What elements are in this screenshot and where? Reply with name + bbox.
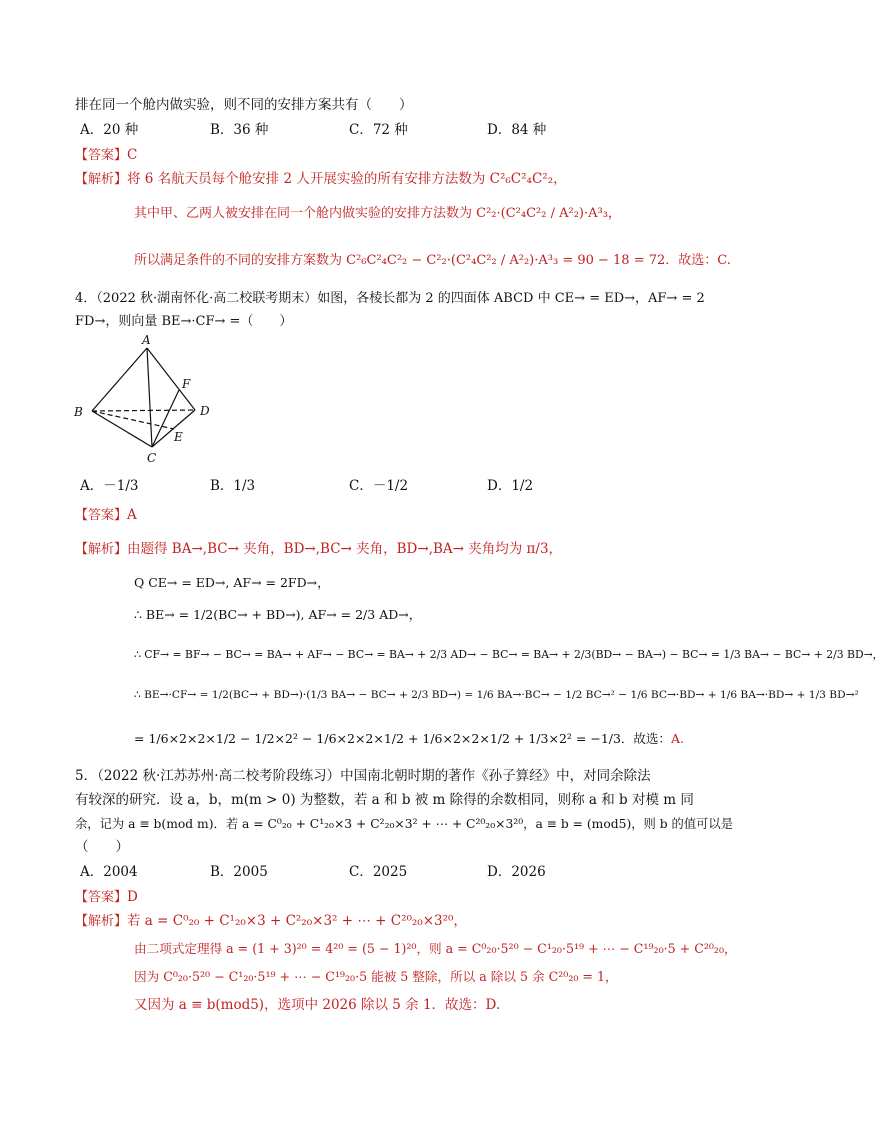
tetrahedron-figure bbox=[68, 330, 228, 470]
q3-analysis-line-1 bbox=[75, 170, 567, 189]
q5-option-d: D．2026 bbox=[487, 864, 546, 880]
q5-stem-line-3: 余，记为 a ≡ b(mod m)．若 a = C⁰₂₀ + C¹₂₀×3 + C²₂₀×3² + ⋯ + C²⁰₂₀×3²⁰，a ≡ b = (mod5)，则 b 的值可以是 bbox=[75, 817, 734, 831]
q4-analysis-line-5: ∴ BE→·CF→ = 1/2(BC→ + BD→)·(1/3 BA→ − BC→ + 2/3 BD→) = 1/6 BA→·BC→ − 1/2 BC→² − 1/6 BC→·BD→ + 1/6 BA→·BD→ + 1/3 BD→² bbox=[134, 689, 859, 701]
q5-stem-line-1: 5．（2022 秋·江苏苏州·高二校考阶段练习）中国南北朝时期的著作《孙子算经》中，对同余除法 bbox=[75, 768, 651, 784]
q5-answer: D bbox=[127, 889, 138, 905]
q4-answer: A bbox=[127, 507, 137, 523]
q3-answer: C bbox=[127, 147, 138, 163]
q3-analysis-text-3: 所以满足条件的不同的安排方案数为 C²₆C²₄C²₂ − C²₂·(C²₄C²₂ / A²₂)·A³₃ = 90 − 18 = 72．故选： bbox=[134, 253, 718, 268]
label-f: F bbox=[182, 377, 191, 391]
q4-option-c: C．－1/2 bbox=[349, 478, 409, 494]
q5-analysis-line-1 bbox=[75, 912, 467, 931]
q3-analysis-line-2: 其中甲、乙两人被安排在同一个舱内做实验的安排方法数为 C²₂·(C²₄C²₂ / A²₂)·A³₃， bbox=[134, 206, 621, 221]
edge-ac bbox=[147, 348, 152, 447]
q4-stem-line-1: 4．（2022 秋·湖南怀化·高二校联考期末）如图，各棱长都为 2 的四面体 ABCD 中 CE→ = ED→，AF→ = 2 bbox=[75, 291, 705, 306]
label-a: A bbox=[142, 333, 151, 347]
q4-analysis-line-1 bbox=[75, 540, 562, 559]
q5-analysis-tag: 【解析】 bbox=[75, 914, 128, 929]
q5-option-a: A．2004 bbox=[80, 864, 138, 880]
q4-analysis-text-1: 由题得 BA→,BC→ 夹角，BD→,BC→ 夹角，BD→,BA→ 夹角均为 π/3， bbox=[127, 541, 563, 557]
q4-analysis-line-4: ∴ CF→ = BF→ − BC→ = BA→ + AF→ − BC→ = BA→ + 2/3 AD→ − BC→ = BA→ + 2/3(BD→ − BA→) − BC→ = 1/3 BA→ − BC→ + 2/3 BD→， bbox=[134, 648, 883, 661]
q5-option-b: B．2005 bbox=[210, 864, 268, 880]
q5-answer-tag: 【答案】 bbox=[75, 890, 128, 905]
q3-option-d: D．84 种 bbox=[487, 122, 547, 138]
edge-ab bbox=[92, 348, 147, 411]
q5-stem-line-4: （ ） bbox=[75, 839, 129, 855]
q4-analysis-choice: A. bbox=[670, 731, 684, 746]
q5-analysis-line-3: 因为 C⁰₂₀·5²⁰ − C¹₂₀·5¹⁹ + ⋯ − C¹⁹₂₀·5 能被 5 整除，所以 a 除以 5 余 C²⁰₂₀ = 1， bbox=[134, 969, 618, 984]
q3-option-c: C．72 种 bbox=[349, 122, 408, 138]
edge-bd bbox=[92, 410, 195, 411]
q4-analysis-line-3: ∴ BE→ = 1/2(BC→ + BD→), AF→ = 2/3 AD→， bbox=[134, 607, 422, 622]
q5-stem-line-2: 有较深的研究．设 a，b，m(m > 0) 为整数，若 a 和 b 被 m 除得的余数相同，则称 a 和 b 对模 m 同 bbox=[75, 792, 694, 808]
q3-analysis-line-3 bbox=[134, 252, 731, 270]
q4-option-b: B．1/3 bbox=[210, 478, 256, 494]
label-b: B bbox=[74, 405, 83, 419]
q3-analysis-text-1: 将 6 名航天员每个舱安排 2 人开展实验的所有安排方法数为 C²₆C²₄C²₂， bbox=[127, 171, 567, 187]
q5-analysis-text-1: 若 a = C⁰₂₀ + C¹₂₀×3 + C²₂₀×3² + ⋯ + C²⁰₂₀×3²⁰， bbox=[127, 913, 467, 929]
q4-analysis-text-6: = 1/6×2×2×1/2 − 1/2×2² − 1/6×2×2×1/2 + 1/6×2×2×1/2 + 1/3×2² = −1/3．故选： bbox=[134, 731, 671, 746]
edge-bc bbox=[92, 411, 152, 447]
q3-option-b: B．36 种 bbox=[210, 122, 269, 138]
label-d: D bbox=[200, 404, 210, 418]
q4-answer-tag: 【答案】 bbox=[75, 508, 128, 523]
q4-answer-line bbox=[75, 506, 137, 525]
q3-answer-tag: 【答案】 bbox=[75, 148, 128, 163]
q5-answer-line bbox=[75, 888, 138, 907]
q4-analysis-line-2: Q CE→ = ED→, AF→ = 2FD→， bbox=[134, 575, 330, 590]
q3-option-a: A．20 种 bbox=[80, 122, 139, 138]
q4-analysis-tag: 【解析】 bbox=[75, 542, 128, 557]
q3-stem-tail: 排在同一个舱内做实验，则不同的安排方案共有（ ） bbox=[75, 97, 413, 113]
label-c: C bbox=[147, 451, 157, 465]
label-e: E bbox=[174, 430, 183, 444]
q4-option-d: D．1/2 bbox=[487, 478, 534, 494]
q4-option-a: A．－1/3 bbox=[80, 478, 139, 494]
q3-answer-line bbox=[75, 146, 137, 165]
q4-stem-line-2: FD→，则向量 BE→·CF→ =（ ） bbox=[75, 314, 293, 329]
q5-analysis-line-4: 又因为 a ≡ b(mod5)，选项中 2026 除以 5 余 1．故选：D. bbox=[134, 997, 501, 1013]
q3-analysis-tag: 【解析】 bbox=[75, 172, 128, 187]
q4-analysis-line-6 bbox=[134, 730, 684, 748]
q3-analysis-choice: C. bbox=[717, 253, 731, 268]
q5-option-c: C．2025 bbox=[349, 864, 408, 880]
q5-analysis-line-2: 由二项式定理得 a = (1 + 3)²⁰ = 4²⁰ = (5 − 1)²⁰，则 a = C⁰₂₀·5²⁰ − C¹₂₀·5¹⁹ + ⋯ − C¹⁹₂₀·5 + C²⁰₂₀， bbox=[134, 941, 737, 956]
